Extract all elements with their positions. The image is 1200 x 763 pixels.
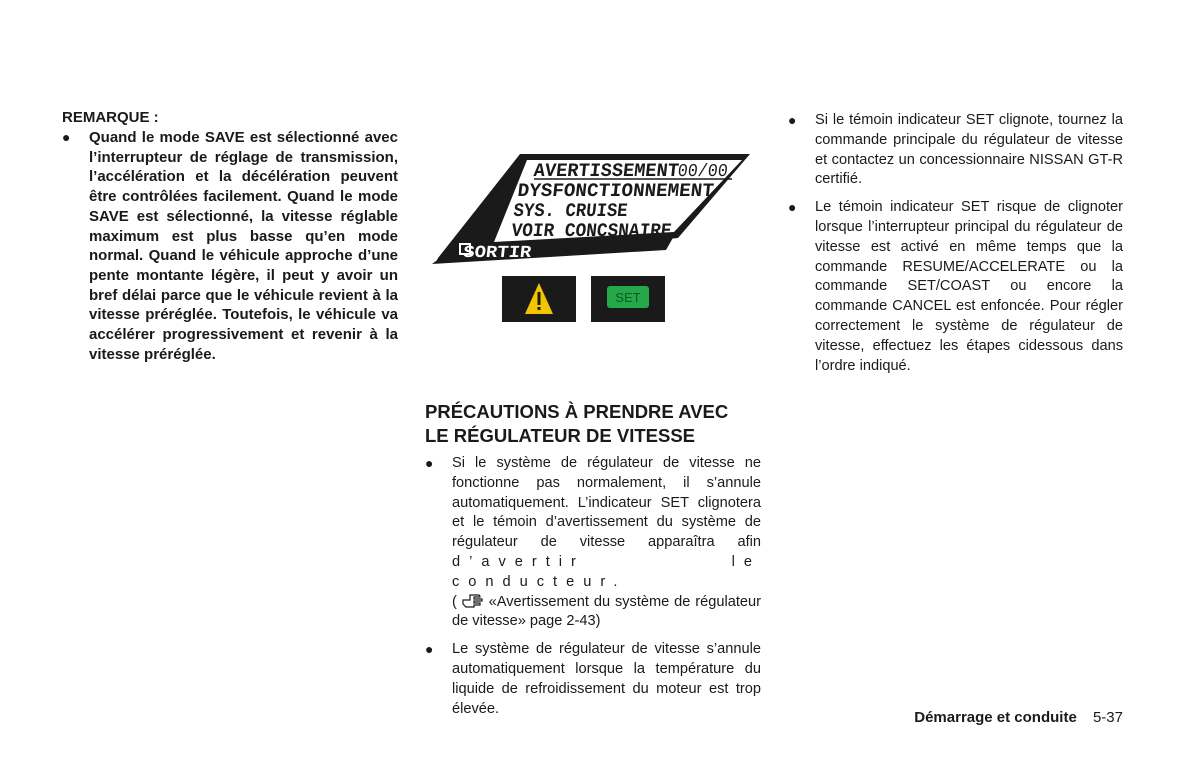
remark-block [62, 108, 398, 364]
right-column [788, 111, 1123, 384]
page-number: 5-37 [1092, 709, 1123, 726]
bullet-icon: ● [425, 641, 434, 658]
set-indicator-icon [591, 276, 665, 322]
indicator-lights [502, 276, 666, 322]
bullet-icon: ● [425, 455, 434, 471]
precaution-item-2: ● Le système de régulateur de vitesse s’annule automatiquement lorsque la température du liquide de refroidissement du moteur est trop élevée. [425, 641, 761, 717]
display-title: AVERTISSEMENT [532, 160, 684, 182]
right-item-1: ● Si le témoin indicateur SET clignote, tournez la commande principale du régulateur de vitesse et contactez un concessionnaire NISSAN GT-R certifié. [788, 112, 1123, 188]
set-light [591, 276, 665, 322]
section-heading: PRÉCAUTIONS À PRENDRE AVEC LE RÉGULATEUR DE VITESSE [425, 401, 729, 446]
display-exit: SORTIR [462, 244, 526, 263]
remark-text: Quand le mode SAVE est sélectionné avec l’interrupteur de réglage de transmission, l’accélération et la décélération peuvent être contrôlées facilement. Quand le mode SAVE est sélectionné, la vitesse réglable maximum est plus basse qu’en mode normal. Quand le véhicule approche d’une pente montante légère, il peut y avoir un bref délai parce que le véhicule revient à la vitesse préréglée. Toutefois, le véhicule va accélérer progressivement et revenir à la vitesse préréglée. [89, 129, 398, 363]
footer-section: Démarrage et conduite [914, 709, 1077, 726]
display-line4: VOIR CONCSNAIRE [510, 220, 684, 242]
cruise-warning-display [430, 150, 755, 270]
page-footer [914, 709, 1123, 726]
precaution-item-1: ● Si le système de régulateur de vitesse ne fonctionne pas normalement, il s’annule automatiquement. L’indicateur SET clignotera et le témoin d’avertissement du système de régulateur de vitesse apparaîtra afin d’avertir le conducteur. ( «Avertissement du système de régulateur de vitesse» page 2-43) [425, 455, 762, 630]
svg-text:SET: SET [615, 290, 641, 305]
display-line3: SYS. CRUISE [512, 200, 641, 222]
bullet-icon: ● [62, 129, 71, 145]
remark-title: REMARQUE : [62, 109, 159, 126]
precautions-section [425, 400, 761, 727]
bullet-icon: ● [788, 199, 797, 216]
display-line2: DYSFONCTIONNEMENT [516, 180, 713, 202]
right-item-2: ● Le témoin indicateur SET risque de clignoter lorsque l’interrupteur principal du régulateur de vitesse est activé en même temps que la commande RESUME/ACCELERATE ou la commande SET/COAST ou encore la commande CANCEL est enfoncée. Pour régler correctement le système de régulateur de vitesse, effectuez les étapes cidessous dans l’ordre indiqué. [788, 199, 1123, 374]
display-counter: 00/00 [676, 162, 733, 182]
remark-item [62, 128, 398, 364]
warning-light [502, 276, 576, 322]
page-reference-icon [462, 593, 484, 608]
warning-triangle-icon [502, 276, 576, 322]
bullet-icon: ● [788, 112, 797, 128]
